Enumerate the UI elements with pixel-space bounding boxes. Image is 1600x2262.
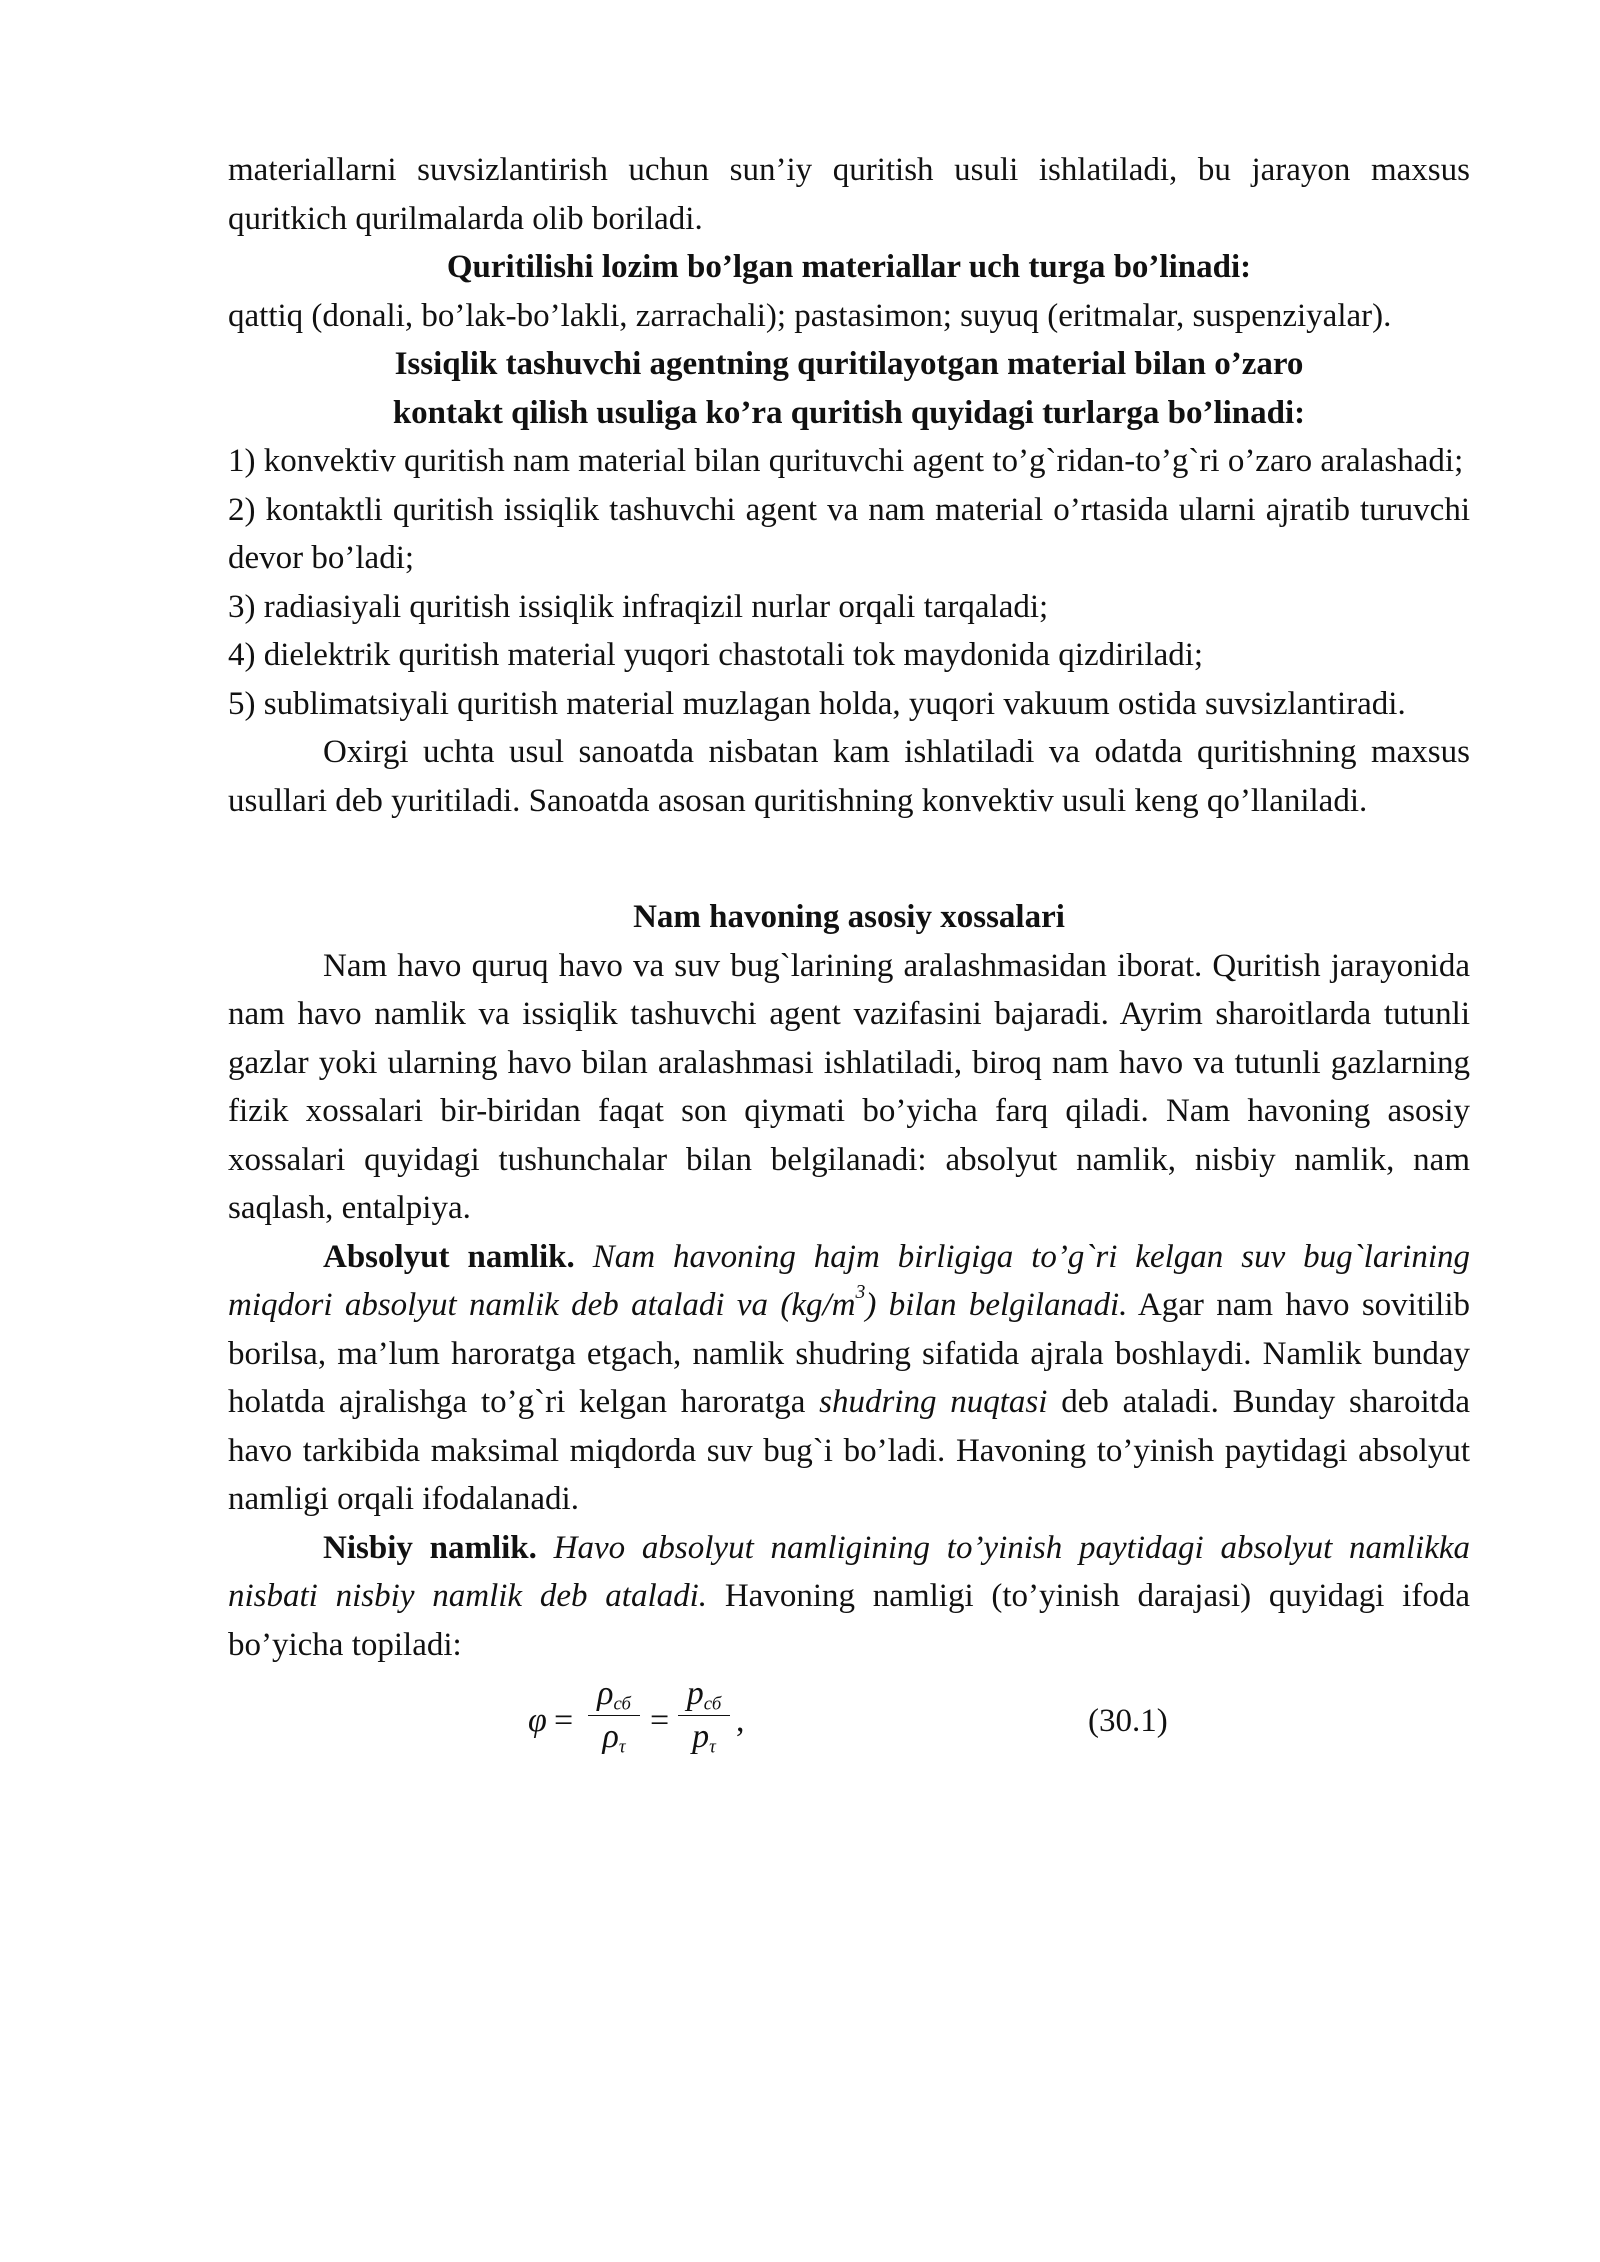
equation-lhs: φ — [528, 1702, 547, 1739]
heading-drying-methods-line1: Issiqlik tashuvchi agentning quritilayotgan material bilan o’zaro — [394, 346, 1304, 382]
fraction-pressure: $p_{сб}$ $p_\tau$ — [674, 1673, 734, 1758]
equation-equals: = — [554, 1702, 574, 1739]
equation-row — [228, 1673, 1470, 1773]
definition-absolute-humidity: Nam havoning hajm birligiga to’g`ri kelgan suv bug`larining miqdori absolyut namlik deb ataladi va $(kg/m^3)$ bilan belgilanadi. — [228, 1238, 1470, 1323]
section-gap — [228, 825, 1470, 893]
definition-relative-humidity: Havo absolyut namligining to’yinish paytidagi absolyut namlikka nisbati nisbiy namlik deb ataladi. — [228, 1529, 1470, 1614]
list-item: 5) sublimatsiyali quritish material muzlagan holda, yuqori vakuum ostida suvsizlantiradi. — [228, 685, 1406, 722]
term-absolute-humidity: Absolyut namlik. — [323, 1238, 575, 1275]
heading-material-types: Quritilishi lozim bo’lgan materiallar uch turga bo’linadi: — [446, 249, 1252, 285]
paragraph-moist-air: Nam havo quruq havo va suv bug`larining aralashmasidan iborat. Quritish jarayonida nam havo namlik va issiqlik tashuvchi agent vazifasini bajaradi. Ayrim sharoitlarda tutunli gazlar yoki ularning havo bilan aralashmasi ishlatiladi, biroq nam havo va tutunli gazlarning fizik xossalari bir-biridan faqat son qiymati bo’yicha farq qiladi. Nam havoning asosiy xossalari quyidagi tushunchalar bilan belgilanadi: absolyut namlik, nisbiy namlik, nam saqlash, entalpiya. — [228, 947, 1470, 1226]
list-item: 2) kontaktli quritish issiqlik tashuvchi agent va nam material o’rtasida ularni ajratib turuvchi devor bo’ladi; — [228, 491, 1470, 576]
paragraph-intro: materiallarni suvsizlantirish uchun sun’iy quritish usuli ishlatiladi, bu jarayon maxsus quritkich qurilmalarda olib boriladi. — [228, 152, 1470, 237]
drying-methods-list — [228, 437, 1470, 728]
paragraph-summary: Oxirgi uchta usul sanoatda nisbatan kam ishlatiladi va odatda quritishning maxsus usullari deb yuritiladi. Sanoatda asosan quritishning konvektiv usuli keng qo’llaniladi. — [228, 734, 1470, 819]
equation-equals: = — [650, 1702, 670, 1739]
fraction-density: $\rho_{сб}$ $\rho_\tau$ — [584, 1673, 644, 1758]
document-page — [228, 146, 1470, 1773]
section-title-moist-air: Nam havoning asosiy xossalari — [633, 899, 1065, 935]
list-item: 3) radiasiyali quritish issiqlik infraqizil nurlar orqali tarqaladi; — [228, 588, 1049, 625]
equation-comma: , — [736, 1702, 745, 1739]
paragraph-absolute-humidity: Absolyut namlik. Nam havoning hajm birligiga to’g`ri kelgan suv bug`larining miqdori absolyut namlik deb ataladi va $(kg/m^3)$ bilan belgilanadi. Agar nam havo sovitilib borilsa, ma’lum haroratga etgach, namlik shudring sifatida ajrala boshlaydi. Namlik bunday holatda ajralishga to’g`ri kelgan haroratga shudring nuqtasi deb ataladi. Bunday sharoitda havo tarkibida maksimal miqdorda suv bug`i bo’ladi. Havoning to’yinish paytidagi absolyut namligi orqali ifodalanadi. — [228, 1238, 1471, 1517]
list-item: 1) konvektiv quritish nam material bilan qurituvchi agent to’g`ridan-to’g`ri o’zaro aralashadi; — [228, 443, 1464, 479]
paragraph-material-types: qattiq (donali, bo’lak-bo’lakli, zarrachali); pastasimon; suyuq (eritmalar, suspenziyalar). — [228, 297, 1392, 334]
term-relative-humidity: Nisbiy namlik. — [323, 1529, 537, 1566]
term-dew-point: shudring nuqtasi — [819, 1384, 1048, 1420]
heading-drying-methods-line2: kontakt qilish usuliga ko’ra quritish quyidagi turlarga bo’linadi: — [392, 394, 1306, 431]
equation-number: (30.1) — [1088, 1703, 1168, 1739]
list-item: 4) dielektrik quritish material yuqori chastotali tok maydonida qizdiriladi; — [228, 637, 1204, 673]
paragraph-relative-humidity: Nisbiy namlik. Havo absolyut namligining to’yinish paytidagi absolyut namlikka nisbati nisbiy namlik deb ataladi. Havoning namligi (to’yinish darajasi) quyidagi ifoda bo’yicha topiladi: — [228, 1529, 1470, 1663]
